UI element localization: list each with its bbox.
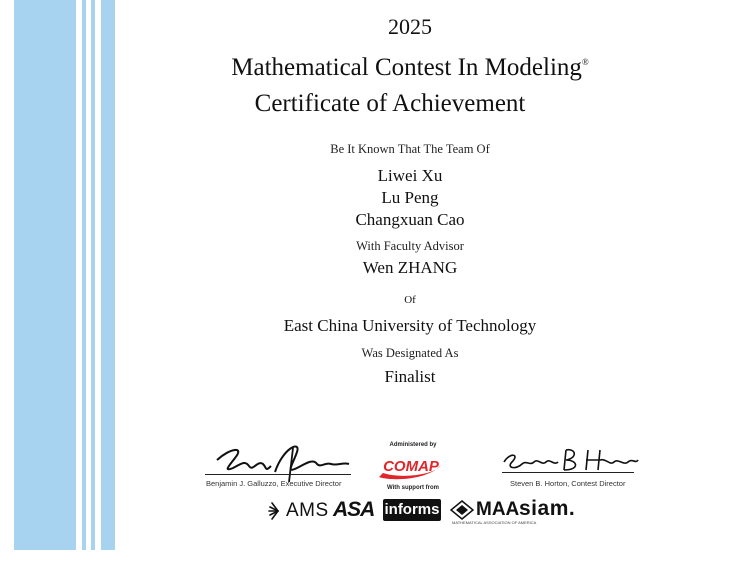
signature-line-right bbox=[502, 472, 634, 473]
of-label: Of bbox=[404, 294, 416, 306]
stripe-thin-1 bbox=[82, 0, 86, 550]
maa-logo: MAA bbox=[476, 499, 520, 520]
intro-text: Be It Known That The Team Of bbox=[330, 142, 490, 156]
maa-logo-subtitle: MATHEMATICAL ASSOCIATION OF AMERICA bbox=[452, 520, 537, 525]
certificate-title: Certificate of Achievement bbox=[254, 90, 526, 117]
siam-logo: siam. bbox=[519, 497, 576, 520]
designation-label: Was Designated As bbox=[361, 346, 459, 360]
university-name: East China University of Technology bbox=[283, 316, 537, 335]
advisor-label: With Faculty Advisor bbox=[356, 239, 464, 253]
contest-name-text: Mathematical Contest In Modeling bbox=[231, 54, 582, 81]
ams-logo bbox=[272, 500, 329, 522]
executive-director-caption: Benjamin J. Galluzzo, Executive Director bbox=[206, 479, 342, 488]
stripe-medium bbox=[101, 0, 115, 550]
signature-line-left bbox=[205, 474, 351, 475]
contest-name bbox=[150, 54, 670, 82]
team-member: Liwei Xu bbox=[377, 166, 443, 185]
informs-logo: informs bbox=[383, 499, 441, 521]
asa-logo: ASA bbox=[333, 498, 375, 521]
advisor-name: Wen ZHANG bbox=[362, 258, 458, 277]
comap-logo-text: COMAP bbox=[383, 458, 439, 475]
maa-logo-emblem-icon bbox=[450, 500, 474, 520]
designation-value: Finalist bbox=[384, 367, 436, 386]
stripe-wide bbox=[14, 0, 76, 550]
team-member: Lu Peng bbox=[381, 188, 439, 207]
ams-logo-text: AMS bbox=[286, 500, 329, 521]
contest-director-caption: Steven B. Horton, Contest Director bbox=[510, 479, 626, 488]
support-label: With support from bbox=[387, 485, 439, 491]
registered-mark: ® bbox=[581, 57, 589, 67]
team-member: Changxuan Cao bbox=[355, 210, 465, 229]
decorative-stripes bbox=[0, 0, 120, 550]
certificate-year: 2025 bbox=[388, 14, 432, 39]
stripe-thin-2 bbox=[91, 0, 95, 550]
contest-director-signature bbox=[500, 440, 640, 480]
administered-by-label: Administered by bbox=[389, 442, 437, 448]
comap-logo bbox=[375, 451, 447, 483]
